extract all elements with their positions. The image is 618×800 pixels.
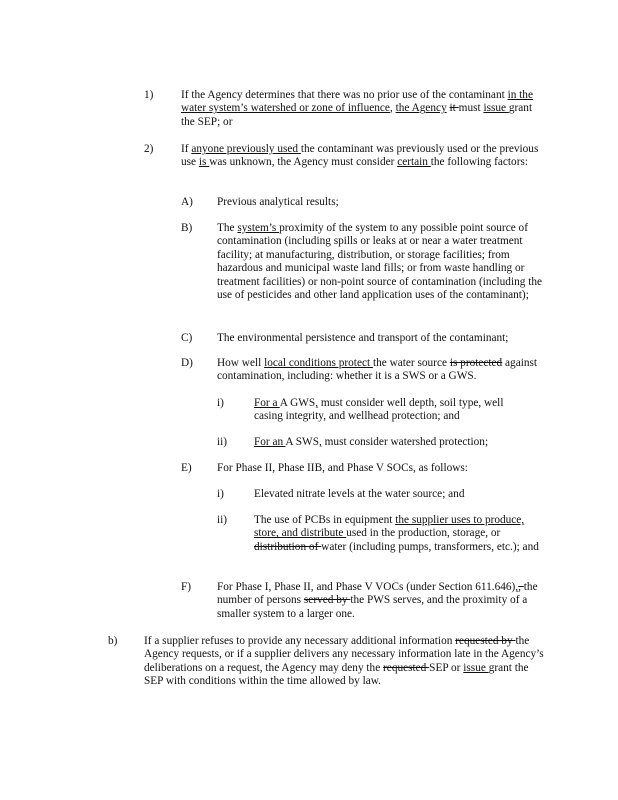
item-text: For a A GWS, must consider well depth, soil type, well casing integrity, and wellhead protection; and: [254, 397, 504, 423]
item-label: 2): [144, 143, 154, 155]
item-label: b): [108, 635, 118, 647]
item-label: F): [181, 581, 192, 593]
item-label: i): [217, 397, 224, 409]
item-text: If a supplier refuses to provide any necessary additional information requested by the Agency requests, or if a supplier delivers any necessary information late in the Agency’s deliberations on a request, the Agency may deny the requested SEP or issue grant the SEP with conditions within the time allowed by law.: [144, 635, 544, 688]
item-text: If the Agency determines that there was no prior use of the contaminant in the water system’s watershed or zone of influence, the Agency it must issue grant the SEP; or: [181, 89, 533, 128]
item-label: A): [181, 196, 193, 208]
item-text: For Phase II, Phase IIB, and Phase V SOCs, as follows:: [217, 462, 468, 474]
item-label: 1): [144, 89, 154, 101]
item-label: D): [181, 357, 193, 369]
item-label: ii): [217, 514, 228, 526]
item-label: ii): [217, 436, 228, 448]
item-text: For an A SWS, must consider watershed protection;: [254, 436, 489, 448]
item-text: The use of PCBs in equipment the supplier uses to produce, store, and distribute used in the production, storage, or distribution of water (including pumps, transformers, etc.); and: [254, 514, 539, 553]
item-text: If anyone previously used the contaminant was previously used or the previous use is was unknown, the Agency must consider certain the following factors:: [181, 143, 539, 169]
item-label: C): [181, 332, 193, 344]
item-text: Previous analytical results;: [217, 196, 339, 208]
item-label: E): [181, 462, 192, 474]
item-text: Elevated nitrate levels at the water source; and: [254, 488, 465, 500]
item-label: B): [181, 222, 193, 234]
item-text: The system’s proximity of the system to any possible point source of contamination (including spills or leaks at or near a water treatment facility; at manufacturing, distribution, or storage facilities; from hazardous and municipal waste land fills; or from waste handling or treatment facilities) or non-point source of contamination (including the use of pesticides and other land application uses of the contaminant);: [217, 222, 543, 302]
item-text: The environmental persistence and transport of the contaminant;: [217, 332, 509, 344]
item-label: i): [217, 488, 224, 500]
item-text: How well local conditions protect the water source is protected against contamination, including: whether it is a SWS or a GWS.: [217, 357, 538, 383]
item-text: For Phase I, Phase II, and Phase V VOCs (under Section 611.646),, the number of persons served by the PWS serves, and the proximity of a smaller system to a larger one.: [217, 581, 538, 620]
